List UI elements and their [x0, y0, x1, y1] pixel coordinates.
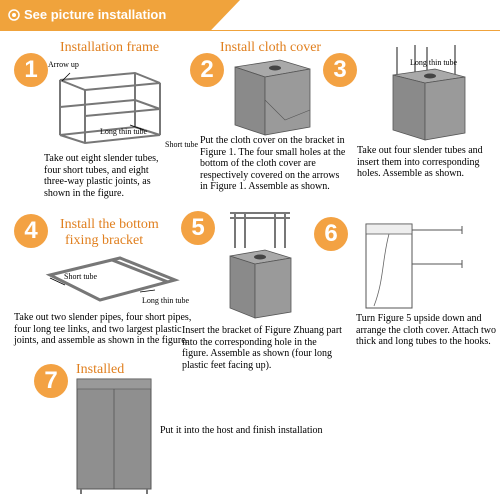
label-arrow-up: Arrow up [48, 60, 79, 69]
step-3-description: Take out four slender tubes and insert them into corresponding holes. Assemble as shown. [357, 145, 483, 179]
divider [0, 30, 500, 31]
step-2-badge: 2 [190, 53, 224, 87]
step-7-title: Installed [76, 362, 125, 377]
label-long-thin-tube-4: Long thin tube [142, 296, 190, 305]
step-4-title-line2: fixing bracket [65, 233, 144, 248]
step-4-title-line1: Install the bottom [60, 217, 159, 232]
step-3-badge: 3 [323, 53, 357, 87]
step-5-badge: 5 [181, 211, 215, 245]
label-long-thin-tube: Long thin tube [100, 127, 148, 136]
step-5-assembly-figure [225, 208, 295, 320]
step-6-description: Turn Figure 5 upside down and arrange the cloth cover. Attach two thick and long tubes to the hooks. [356, 313, 496, 347]
header-title: See picture installation [24, 7, 167, 22]
label-long-thin-tube-3: Long thin tube [410, 58, 458, 67]
step-6-badge: 6 [314, 217, 348, 251]
label-short-tube: Short tube [165, 140, 199, 149]
step-1-title: Installation frame [60, 40, 160, 55]
step-2-cloth-cover-figure [225, 55, 315, 140]
bullet-circle-icon [8, 9, 20, 21]
step-4-badge: 4 [14, 214, 48, 248]
step-1-description: Take out eight slender tubes, four short tubes, and eight three-way plastic joints, as shown in the figure. [44, 153, 159, 199]
label-short-tube-4: Short tube [64, 272, 98, 281]
step-5-description: Insert the bracket of Figure Zhuang part into the corresponding hole in the figure. Assemble as shown (four long plastic feet facing up). [182, 325, 342, 371]
step-2-title: Install cloth cover [220, 40, 322, 55]
step-2-description: Put the cloth cover on the bracket in Figure 1. The four small holes at the bottom of the cloth cover are respectively covered on the arrows in Figure 1. Assemble as shown. [200, 135, 346, 192]
step-7-badge: 7 [34, 364, 68, 398]
step-1-badge: 1 [14, 53, 48, 87]
step-4-description: Take out two slender pipes, four short pipes, four long tee links, and two largest plastic joints, and assemble as shown in the figure. [14, 312, 192, 346]
step-6-flipped-figure [362, 220, 472, 312]
step-7-finished-wardrobe-figure [75, 377, 153, 495]
step-7-description: Put it into the host and finish installation [160, 425, 323, 436]
